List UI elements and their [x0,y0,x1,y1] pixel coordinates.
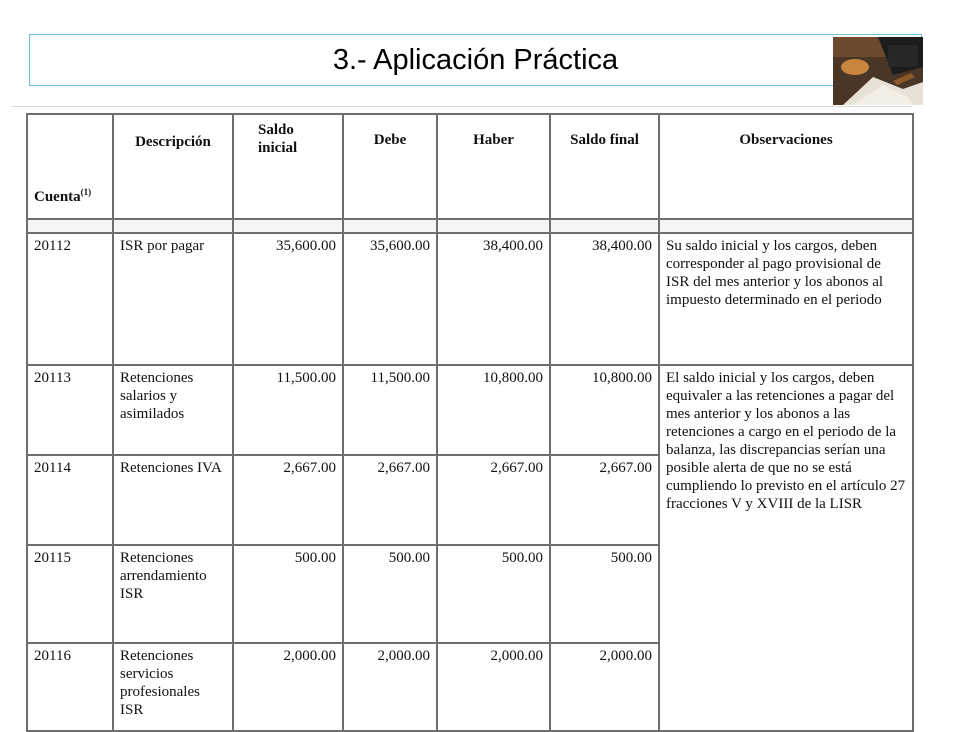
cell-saldo-final: 500.00 [550,545,659,643]
table-row [27,365,913,455]
cell-haber: 38,400.00 [437,233,550,365]
cell-saldo-inicial: 2,667.00 [233,455,343,545]
cell-debe: 2,667.00 [343,455,437,545]
cell-cuenta: 20113 [27,365,113,455]
header-spacer-row [27,219,913,233]
cell-observaciones-isr: Su saldo inicial y los cargos, deben corresponder al pago provisional de ISR del mes anterior y los abonos al impuesto determinado en el periodo [659,233,913,365]
cell-saldo-inicial: 500.00 [233,545,343,643]
cell-saldo-inicial: 11,500.00 [233,365,343,455]
ledger-table [26,113,914,732]
header-haber: Haber [437,114,550,219]
header-saldo-final: Saldo final [550,114,659,219]
cell-descripcion: Retenciones salarios y asimilados [113,365,233,455]
cell-debe: 2,000.00 [343,643,437,731]
cell-haber: 500.00 [437,545,550,643]
cell-descripcion: Retenciones IVA [113,455,233,545]
footnote-marker: (1) [80,187,92,197]
cell-debe: 35,600.00 [343,233,437,365]
cell-cuenta: 20115 [27,545,113,643]
title-divider [12,106,912,107]
header-descripcion: Descripción [113,114,233,219]
cell-cuenta: 20112 [27,233,113,365]
cell-saldo-final: 10,800.00 [550,365,659,455]
cell-cuenta: 20114 [27,455,113,545]
header-saldo-inicial: Saldo inicial [233,114,343,219]
cell-descripcion: Retenciones arrendamiento ISR [113,545,233,643]
cell-haber: 10,800.00 [437,365,550,455]
ledger-table-container [26,113,912,718]
decorative-photo [833,37,923,105]
office-photo-icon [833,37,923,105]
cell-haber: 2,667.00 [437,455,550,545]
slide-title-box [29,34,922,86]
cell-observaciones-retenciones: El saldo inicial y los cargos, deben equivaler a las retenciones a pagar del mes anterior y los abonos a las retenciones a cargo en el periodo de la balanza, las discrepancias serían una posible alerta de que no se está cumpliendo lo previsto en el artículo 27 fracciones V y XVIII de la LISR [659,365,913,731]
cell-saldo-inicial: 2,000.00 [233,643,343,731]
cell-cuenta: 20116 [27,643,113,731]
cell-saldo-final: 2,000.00 [550,643,659,731]
cell-descripcion: ISR por pagar [113,233,233,365]
cell-haber: 2,000.00 [437,643,550,731]
cell-saldo-inicial: 35,600.00 [233,233,343,365]
cell-saldo-final: 2,667.00 [550,455,659,545]
cell-debe: 500.00 [343,545,437,643]
header-debe: Debe [343,114,437,219]
header-row [27,114,913,219]
header-observaciones: Observaciones [659,114,913,219]
cell-debe: 11,500.00 [343,365,437,455]
table-row [27,233,913,365]
slide-title: 3.- Aplicación Práctica [332,43,619,76]
cell-descripcion: Retenciones servicios profesionales ISR [113,643,233,731]
cell-saldo-final: 38,400.00 [550,233,659,365]
header-cuenta: Cuenta$^{(1)}$ [27,114,113,219]
